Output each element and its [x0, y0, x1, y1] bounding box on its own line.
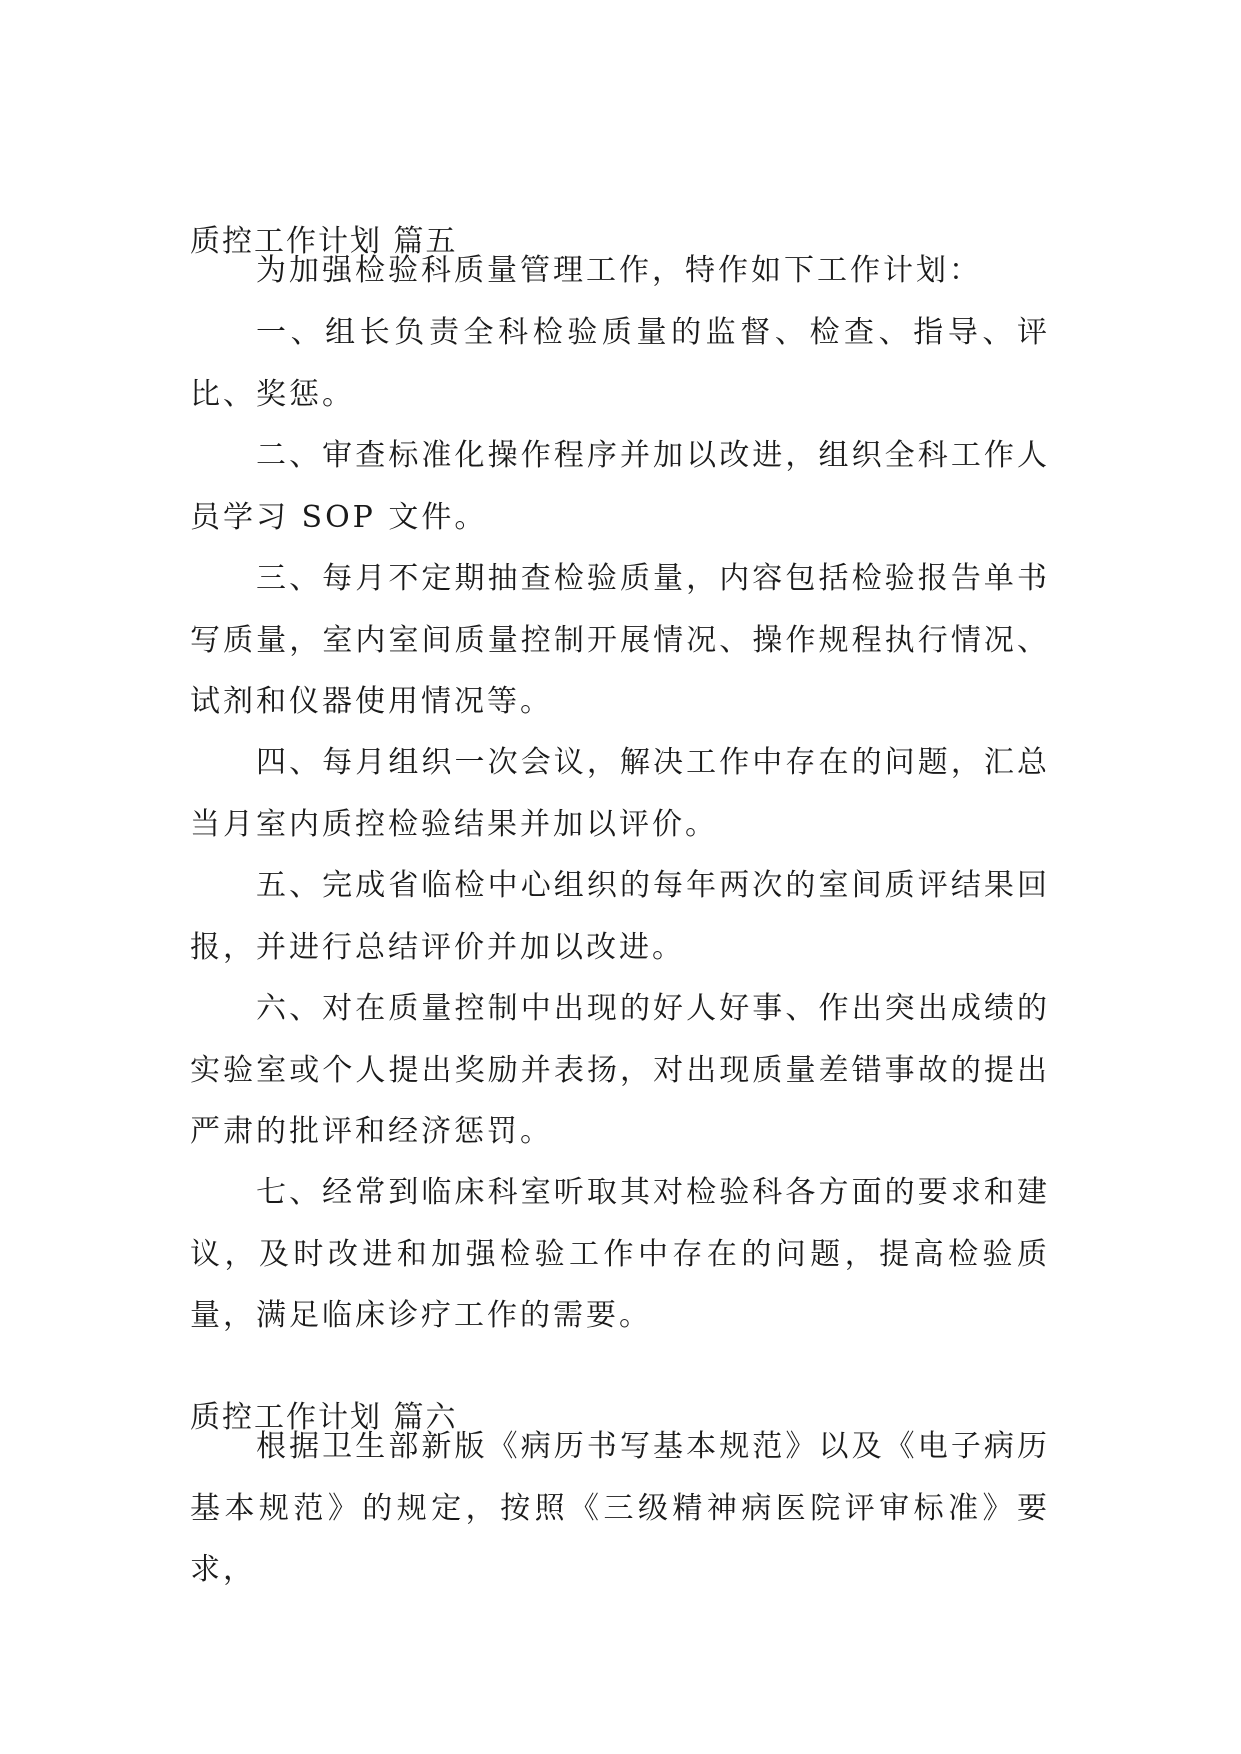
section-heading: 质控工作计划 篇五 [190, 224, 458, 259]
paragraph: 为加强检验科质量管理工作，特作如下工作计划： [256, 253, 982, 288]
paragraph: 二、审查标准化操作程序并加以改进，组织全科工作人员学习 SOP 文件。 [190, 438, 1050, 535]
paragraph: 四、每月组织一次会议，解决工作中存在的问题，汇总当月室内质控检验结果并加以评价。 [190, 745, 1050, 842]
section-heading: 质控工作计划 篇六 [190, 1400, 458, 1435]
paragraph: 五、完成省临检中心组织的每年两次的室间质评结果回报，并进行总结评价并加以改进。 [190, 868, 1050, 965]
paragraph: 根据卫生部新版《病历书写基本规范》以及《电子病历基本规范》的规定，按照《三级精神病医院评审标准》要求， [190, 1429, 1050, 1587]
paragraph: 三、每月不定期抽查检验质量，内容包括检验报告单书写质量，室内室间质量控制开展情况、操作规程执行情况、试剂和仪器使用情况等。 [190, 561, 1050, 719]
paragraph: 一、组长负责全科检验质量的监督、检查、指导、评比、奖惩。 [190, 315, 1050, 412]
paragraph: 七、经常到临床科室听取其对检验科各方面的要求和建议，及时改进和加强检验工作中存在的问题，提高检验质量，满足临床诊疗工作的需要。 [190, 1175, 1050, 1333]
paragraph: 六、对在质量控制中出现的好人好事、作出突出成绩的实验室或个人提出奖励并表扬，对出现质量差错事故的提出严肃的批评和经济惩罚。 [190, 991, 1050, 1149]
